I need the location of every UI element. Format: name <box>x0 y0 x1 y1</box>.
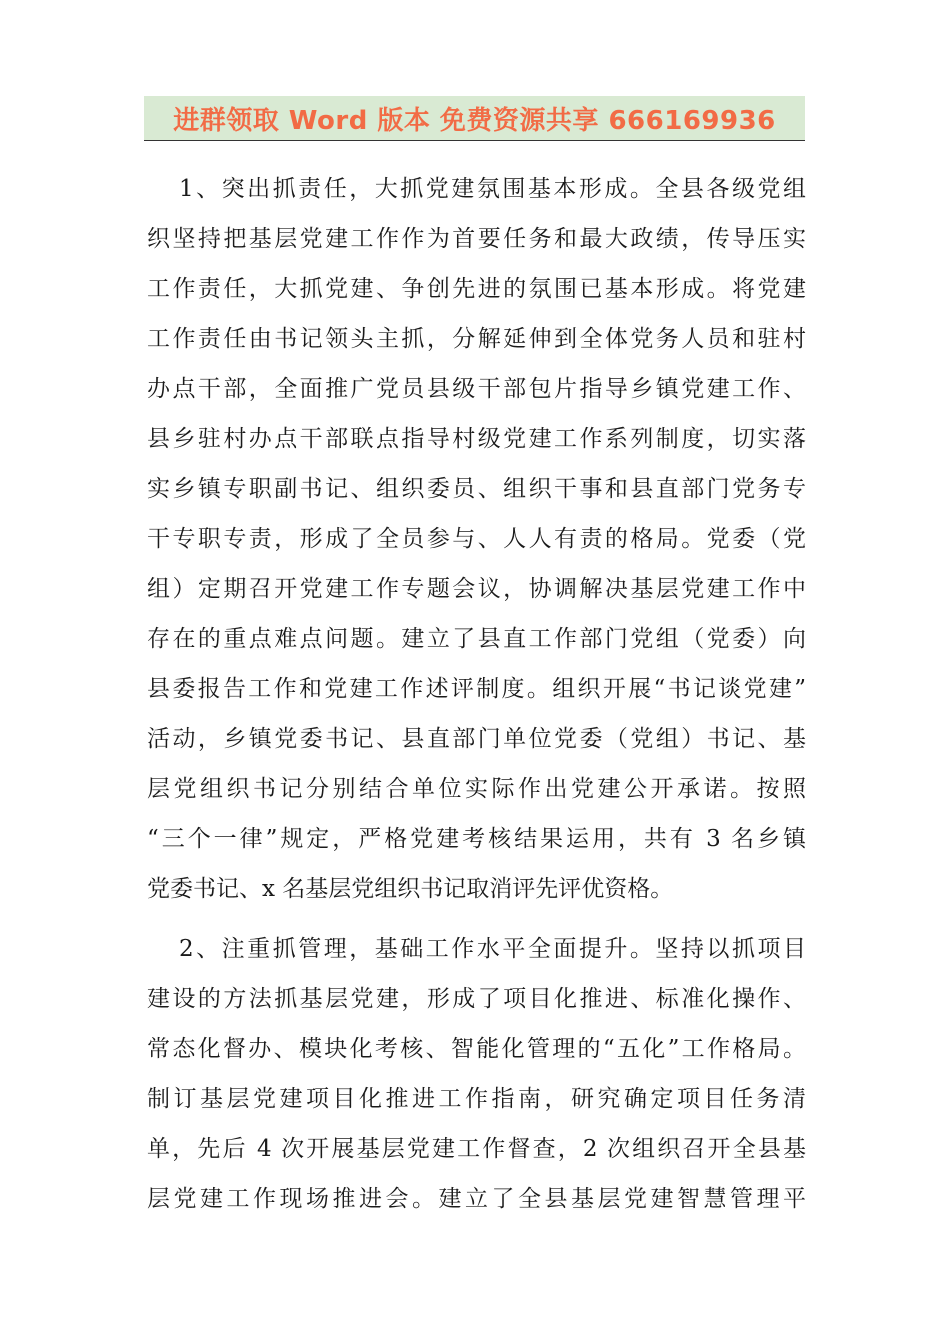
text-line: 组）定期召开党建工作专题会议，协调解决基层党建工作中 <box>147 576 806 602</box>
paragraph-1 <box>147 164 806 914</box>
text-line: 活动，乡镇党委书记、县直部门单位党委（党组）书记、基 <box>147 726 806 752</box>
text-line: 2、注重抓管理，基础工作水平全面提升。坚持以抓项目 <box>179 936 806 962</box>
document-body <box>147 164 806 1224</box>
text-line: 实乡镇专职副书记、组织委员、组织干事和县直部门党务专 <box>147 476 806 502</box>
text-line: 制订基层党建项目化推进工作指南，研究确定项目任务清 <box>147 1086 806 1112</box>
text-line: 办点干部，全面推广党员县级干部包片指导乡镇党建工作、 <box>147 376 806 402</box>
text-line: 层党建工作现场推进会。建立了全县基层党建智慧管理平 <box>147 1186 806 1212</box>
text-line: 党委书记、x 名基层党组织书记取消评先评优资格。 <box>147 876 674 902</box>
text-line: 工作责任，大抓党建、争创先进的氛围已基本形成。将党建 <box>147 276 806 302</box>
text-line: “三个一律”规定，严格党建考核结果运用，共有 3 名乡镇 <box>147 826 806 852</box>
promo-banner <box>144 96 805 141</box>
promo-banner-text: 进群领取 Word 版本 免费资源共享 666169936 <box>173 105 776 136</box>
text-line: 建设的方法抓基层党建，形成了项目化推进、标准化操作、 <box>147 986 806 1012</box>
text-line: 单，先后 4 次开展基层党建工作督查，2 次组织召开全县基 <box>147 1136 806 1162</box>
text-line: 县委报告工作和党建工作述评制度。组织开展“书记谈党建” <box>147 676 806 702</box>
text-line: 1、突出抓责任，大抓党建氛围基本形成。全县各级党组 <box>179 176 806 202</box>
text-line: 织坚持把基层党建工作作为首要任务和最大政绩，传导压实 <box>147 226 806 252</box>
text-line: 干专职专责，形成了全员参与、人人有责的格局。党委（党 <box>147 526 806 552</box>
paragraph-2 <box>147 924 806 1224</box>
text-line: 工作责任由书记领头主抓，分解延伸到全体党务人员和驻村 <box>147 326 806 352</box>
text-line: 层党组织书记分别结合单位实际作出党建公开承诺。按照 <box>147 776 806 802</box>
text-line: 存在的重点难点问题。建立了县直工作部门党组（党委）向 <box>147 626 806 652</box>
text-line: 县乡驻村办点干部联点指导村级党建工作系列制度，切实落 <box>147 426 806 452</box>
text-line: 常态化督办、模块化考核、智能化管理的“五化”工作格局。 <box>147 1036 806 1062</box>
